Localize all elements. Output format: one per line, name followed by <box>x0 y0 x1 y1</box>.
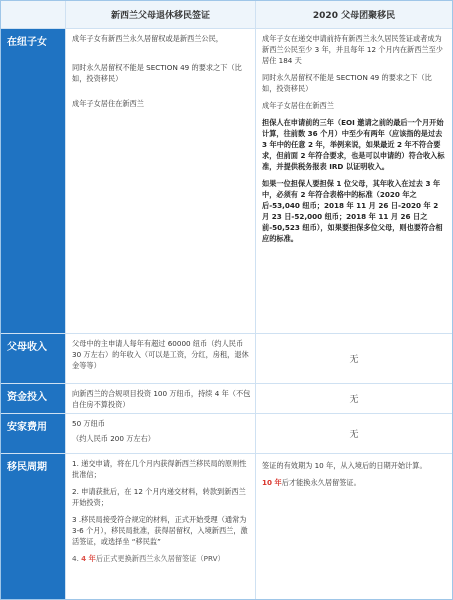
settlement-r-p2: （约人民币 200 万左右） <box>72 434 155 443</box>
timeline-r-p1: 1. 递交申请，将在几个月内获得新西兰移民局的原则性批准信； <box>72 459 247 479</box>
children-retirement-cell <box>65 29 255 333</box>
investment-r-text: 向新西兰的合规项目投资 100 万纽币，持续 4 年（不包自住房不算投资） <box>72 389 251 409</box>
timeline-r-p4-rest: 后正式更换新西兰永久居留签证（PRV） <box>95 554 225 563</box>
children-u-p3: 成年子女居住在新西兰 <box>262 101 334 110</box>
row-children <box>1 29 452 334</box>
children-u-p2: 同时永久居留权不能是 SECTION 49 的要求之下（比如，投资移民） <box>262 73 432 93</box>
timeline-r-p4-years: 4 年 <box>81 554 96 563</box>
children-r-p1: 成年子女有新西兰永久居留权或是新西兰公民， <box>72 34 223 43</box>
children-u-p4: 担保人在申请前的三年（EOI 邀请之前的最后一个月开始计算，往前数 36 个月）中至少有两年（应该指的是过去 3 年中的任意 2 年，举例来说，如果最近 2 年不符合要求，但前面 2 年符合要求，也是可以申请的）符合收入标准，并提供税务报表 IRD 以证明收入。 <box>262 118 445 171</box>
header-corner <box>1 1 65 28</box>
timeline-u-p1: 签证的有效期为 10 年，从入境后的日期开始计算。 <box>262 461 427 470</box>
row-label-income: 父母收入 <box>1 334 65 383</box>
children-u-p1: 成年子女在递交申请前持有新西兰永久居民签证或者成为新西兰公民至少 3 年，并且每年 12 个月内在新西兰至少居住 184 天 <box>262 34 443 65</box>
header-col-retirement: 新西兰父母退休移民签证 <box>65 1 255 28</box>
row-investment <box>1 384 452 414</box>
timeline-reunion-cell <box>255 454 452 600</box>
settlement-reunion-cell: 无 <box>255 414 452 453</box>
settlement-r-p1: 50 万纽币 <box>72 419 105 428</box>
children-reunion-cell <box>255 29 452 333</box>
income-reunion-cell: 无 <box>255 334 452 383</box>
timeline-u-years: 10 年 <box>262 478 282 487</box>
row-timeline <box>1 454 452 600</box>
row-settlement <box>1 414 452 454</box>
settlement-retirement-cell <box>65 414 255 453</box>
income-retirement-cell <box>65 334 255 383</box>
timeline-r-p3: 3 .移民局接受符合规定的材料，正式开始受理（通常为 3-6 个月），移民局批准，获得居留权，入境新西兰，激活签证，或选择坐 “移民监” <box>72 515 248 546</box>
children-u-p5: 如果一位担保人要担保 1 位父母，其年收入在过去 3 年中，必须有 2 年符合表格中的标准（2020 年之后-53,040 纽币；2018 年 11 月 26 日-2020 年 2 月 23 日-52,000 纽币；2018 年 11 月 26 日之前-50,523 纽币），如果要担保多位父母，则也要符合相应的标准。 <box>262 179 443 243</box>
row-label-children: 在纽子女 <box>1 29 65 333</box>
children-r-p3: 成年子女居住在新西兰 <box>72 99 144 108</box>
row-label-settlement: 安家费用 <box>1 414 65 453</box>
row-label-investment: 资金投入 <box>1 384 65 413</box>
table-header-row <box>1 1 452 29</box>
timeline-retirement-cell <box>65 454 255 600</box>
timeline-u-p2 <box>262 477 446 488</box>
timeline-u-rest: 后才能换永久居留签证。 <box>281 478 361 487</box>
investment-reunion-cell: 无 <box>255 384 452 413</box>
header-col-reunion: 2020 父母团聚移民 <box>255 1 452 28</box>
row-parent-income <box>1 334 452 384</box>
investment-retirement-cell <box>65 384 255 413</box>
children-r-p2: 同时永久居留权不能是 SECTION 49 的要求之下（比如，投资移民） <box>72 63 242 83</box>
timeline-r-p2: 2. 申请获批后，在 12 个月内递交材料，转款到新西兰开始投资； <box>72 487 246 507</box>
timeline-r-p4 <box>72 553 251 564</box>
income-r-text: 父母中的主申请人每年有超过 60000 纽币（约人民币 30 万左右）的年收入（可以是工资，分红，房租，退休金等等） <box>72 339 249 370</box>
row-label-timeline: 移民周期 <box>1 454 65 600</box>
timeline-r-p4-num: 4. <box>72 554 79 563</box>
